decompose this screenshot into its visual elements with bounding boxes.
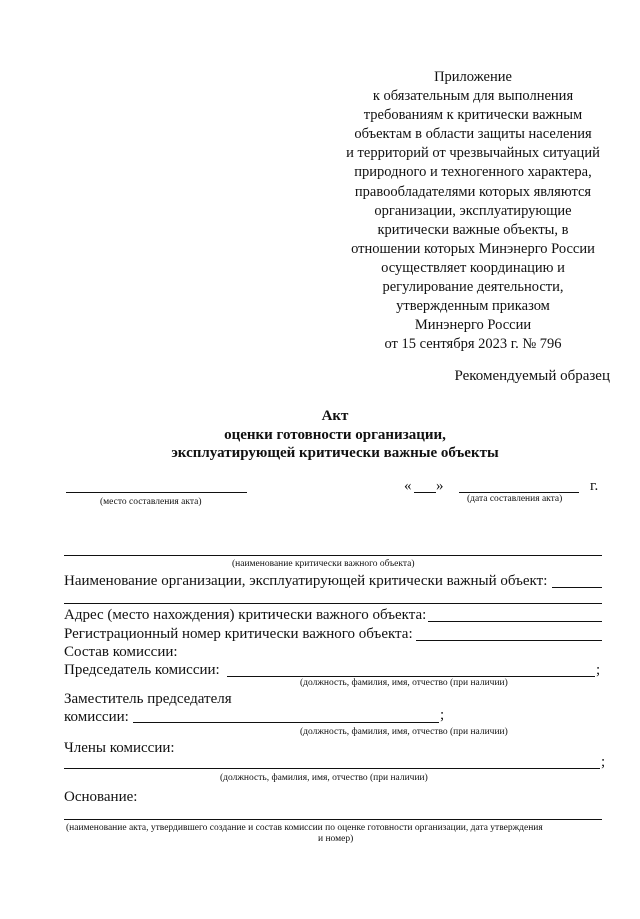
appendix-line: к обязательным для выполнения [372,88,574,105]
members-label: Члены комиссии: [64,740,175,756]
members-caption: (должность, фамилия, имя, отчество (при наличии) [220,773,428,783]
address-field[interactable] [428,621,602,622]
place-caption: (место составления акта) [100,497,202,507]
members-semicolon: ; [601,754,606,770]
date-month-year-field[interactable] [459,492,579,493]
appendix-line: и территорий от чрезвычайных ситуаций [346,145,600,162]
date-caption: (дата составления акта) [467,494,563,504]
appendix-line: организации, эксплуатирующие [374,202,572,219]
org-name-field[interactable] [64,603,602,604]
registration-number-field[interactable] [416,640,602,641]
appendix-line: критически важные объекты, в [377,221,569,238]
object-name-caption: (наименование критически важного объекта) [232,559,415,569]
deputy-label-line1: Заместитель председателя [64,691,232,707]
deputy-semicolon: ; [440,707,445,723]
act-subtitle-line1: оценки готовности организации, [224,427,446,443]
recommended-sample-label: Рекомендуемый образец [454,368,610,384]
org-name-label: Наименование организации, эксплуатирующей критически важный объект: [64,573,548,589]
appendix-line: осуществляет координацию и [381,259,565,276]
appendix-line: утвержденным приказом [396,298,550,315]
object-name-field[interactable] [64,555,602,556]
deputy-caption: (должность, фамилия, имя, отчество (при наличии) [300,727,508,737]
deputy-field[interactable] [133,722,439,723]
basis-caption-line1: (наименование акта, утвердившего создание и состав комиссии по оценке готовности организации, дата утверждения [66,823,543,833]
act-title: Акт [321,408,349,424]
chairman-label: Председатель комиссии: [64,662,220,678]
date-quote-close: » [436,478,444,494]
commission-label: Состав комиссии: [64,644,178,660]
appendix-line: Приложение [434,69,512,85]
address-label: Адрес (место нахождения) критически важного объекта: [64,607,427,623]
appendix-line: объектам в области защиты населения [354,126,592,143]
chairman-caption: (должность, фамилия, имя, отчество (при наличии) [300,678,508,688]
basis-caption-line2: и номер) [318,834,354,844]
basis-label: Основание: [64,789,138,805]
chairman-field[interactable] [227,676,595,677]
act-subtitle-line2: эксплуатирующей критически важные объекты [171,445,499,461]
date-year-suffix: г. [590,478,599,494]
appendix-line: требованиям к критически важным [363,107,583,124]
date-day-field[interactable] [414,492,436,493]
date-quote-open: « [404,478,412,494]
appendix-line: правообладателями которых являются [354,183,592,200]
appendix-line: регулирование деятельности, [382,279,564,296]
appendix-line: Минэнерго России [414,317,532,334]
appendix-block [330,68,616,354]
deputy-label-line2: комиссии: [64,709,129,725]
place-field[interactable] [66,492,247,493]
org-name-field-end[interactable] [552,587,602,588]
appendix-line: от 15 сентября 2023 г. № 796 [384,336,562,353]
members-field[interactable] [64,768,600,769]
registration-number-label: Регистрационный номер критически важного объекта: [64,626,413,642]
basis-field[interactable] [64,819,602,820]
appendix-line: отношении которых Минэнерго России [351,240,595,257]
chairman-semicolon: ; [596,662,601,678]
appendix-line: природного и техногенного характера, [354,164,592,181]
